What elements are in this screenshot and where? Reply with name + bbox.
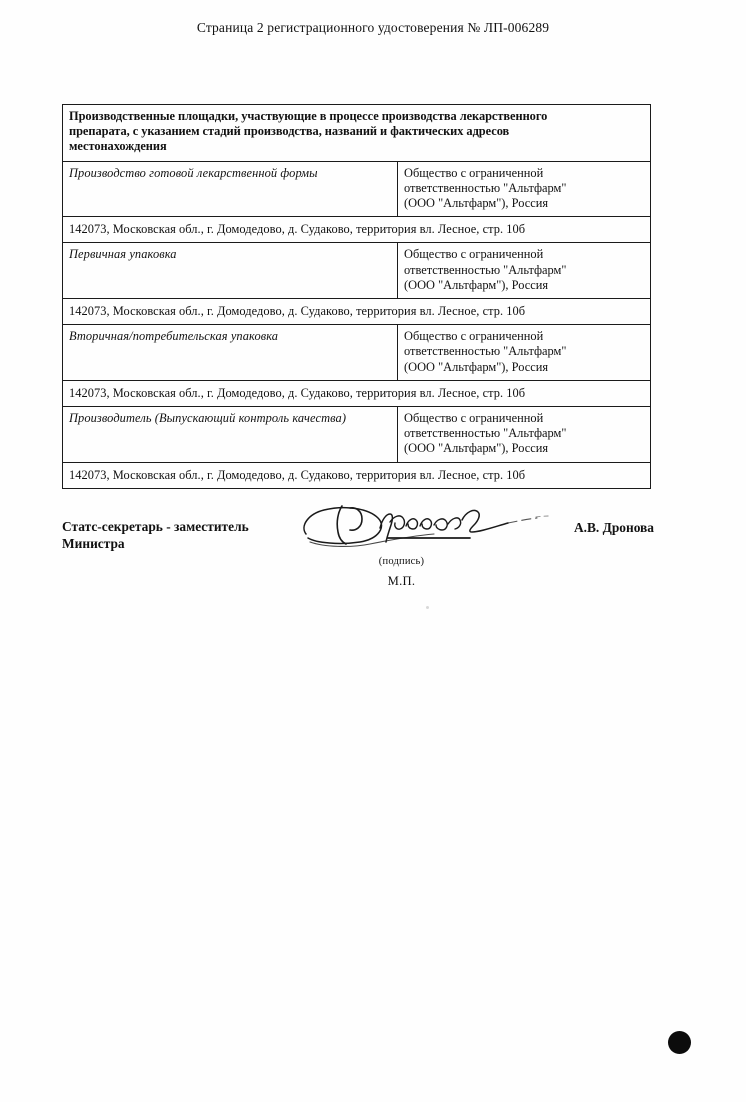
- organization-line-3: (ООО "Альтфарм"), Россия: [404, 441, 549, 456]
- signatory-title-line-1: Статс-секретарь - заместитель: [62, 519, 249, 534]
- organization-cell-4: [398, 407, 651, 463]
- table-header-line-1: Производственные площадки, участвующие в процессе производства лекарственного: [69, 109, 548, 123]
- table-row: [63, 407, 651, 463]
- stage-name-1: Производство готовой лекарственной формы: [63, 161, 398, 217]
- organization-cell-1: [398, 161, 651, 217]
- seal-placeholder-label: М.П.: [387, 574, 416, 588]
- organization-line-3: (ООО "Альтфарм"), Россия: [404, 196, 549, 211]
- table-row: [63, 380, 651, 406]
- address-cell-4: 142073, Московская обл., г. Домодедово, д. Судаково, территория вл. Лесное, стр. 10б: [63, 462, 651, 488]
- table-header-line-3: местонахождения: [69, 139, 167, 154]
- organization-line-2: ответственностью "Альтфарм": [404, 426, 567, 441]
- address-cell-1: 142073, Московская обл., г. Домодедово, д. Судаково, территория вл. Лесное, стр. 10б: [63, 217, 651, 243]
- organization-cell-2: [398, 243, 651, 299]
- table-row: [63, 161, 651, 217]
- organization-line-3: (ООО "Альтфарм"), Россия: [404, 359, 549, 374]
- table-row: [63, 299, 651, 325]
- signatory-title: [62, 518, 302, 552]
- scan-black-dot-artifact: [668, 1031, 691, 1054]
- signature-block: [62, 512, 654, 612]
- organization-line-2: ответственностью "Альтфарм": [404, 180, 567, 195]
- table-header-line-2: препарата, с указанием стадий производства, названий и фактических адресов: [69, 124, 510, 139]
- signatory-title-line-2: Министра: [62, 536, 125, 551]
- handwritten-signature-icon: [294, 498, 554, 554]
- table-row: [63, 217, 651, 243]
- table-header-row: [63, 105, 651, 162]
- table-row: [63, 462, 651, 488]
- address-cell-2: 142073, Московская обл., г. Домодедово, д. Судаково, территория вл. Лесное, стр. 10б: [63, 299, 651, 325]
- signature-caption: (подпись): [378, 556, 425, 567]
- page-header-line: Страница 2 регистрационного удостоверения № ЛП-006289: [196, 20, 550, 35]
- manufacturing-sites-table: [62, 104, 651, 489]
- signatory-name: А.В. Дронова: [573, 520, 654, 535]
- organization-line-1: Общество с ограниченной: [404, 329, 544, 344]
- organization-line-2: ответственностью "Альтфарм": [404, 262, 567, 277]
- organization-line-1: Общество с ограниченной: [404, 165, 544, 180]
- stage-name-3: Вторичная/потребительская упаковка: [63, 325, 398, 381]
- organization-line-2: ответственностью "Альтфарм": [404, 344, 567, 359]
- scan-speck-artifact: [426, 606, 429, 609]
- table-row: [63, 243, 651, 299]
- organization-line-1: Общество с ограниченной: [404, 411, 544, 426]
- address-cell-3: 142073, Московская обл., г. Домодедово, д. Судаково, территория вл. Лесное, стр. 10б: [63, 380, 651, 406]
- organization-cell-3: [398, 325, 651, 381]
- organization-line-3: (ООО "Альтфарм"), Россия: [404, 277, 549, 292]
- table-row: [63, 325, 651, 381]
- organization-line-1: Общество с ограниченной: [404, 247, 544, 262]
- stage-name-2: Первичная упаковка: [63, 243, 398, 299]
- stage-name-4: Производитель (Выпускающий контроль качества): [63, 407, 398, 463]
- table-header-cell: [63, 105, 651, 162]
